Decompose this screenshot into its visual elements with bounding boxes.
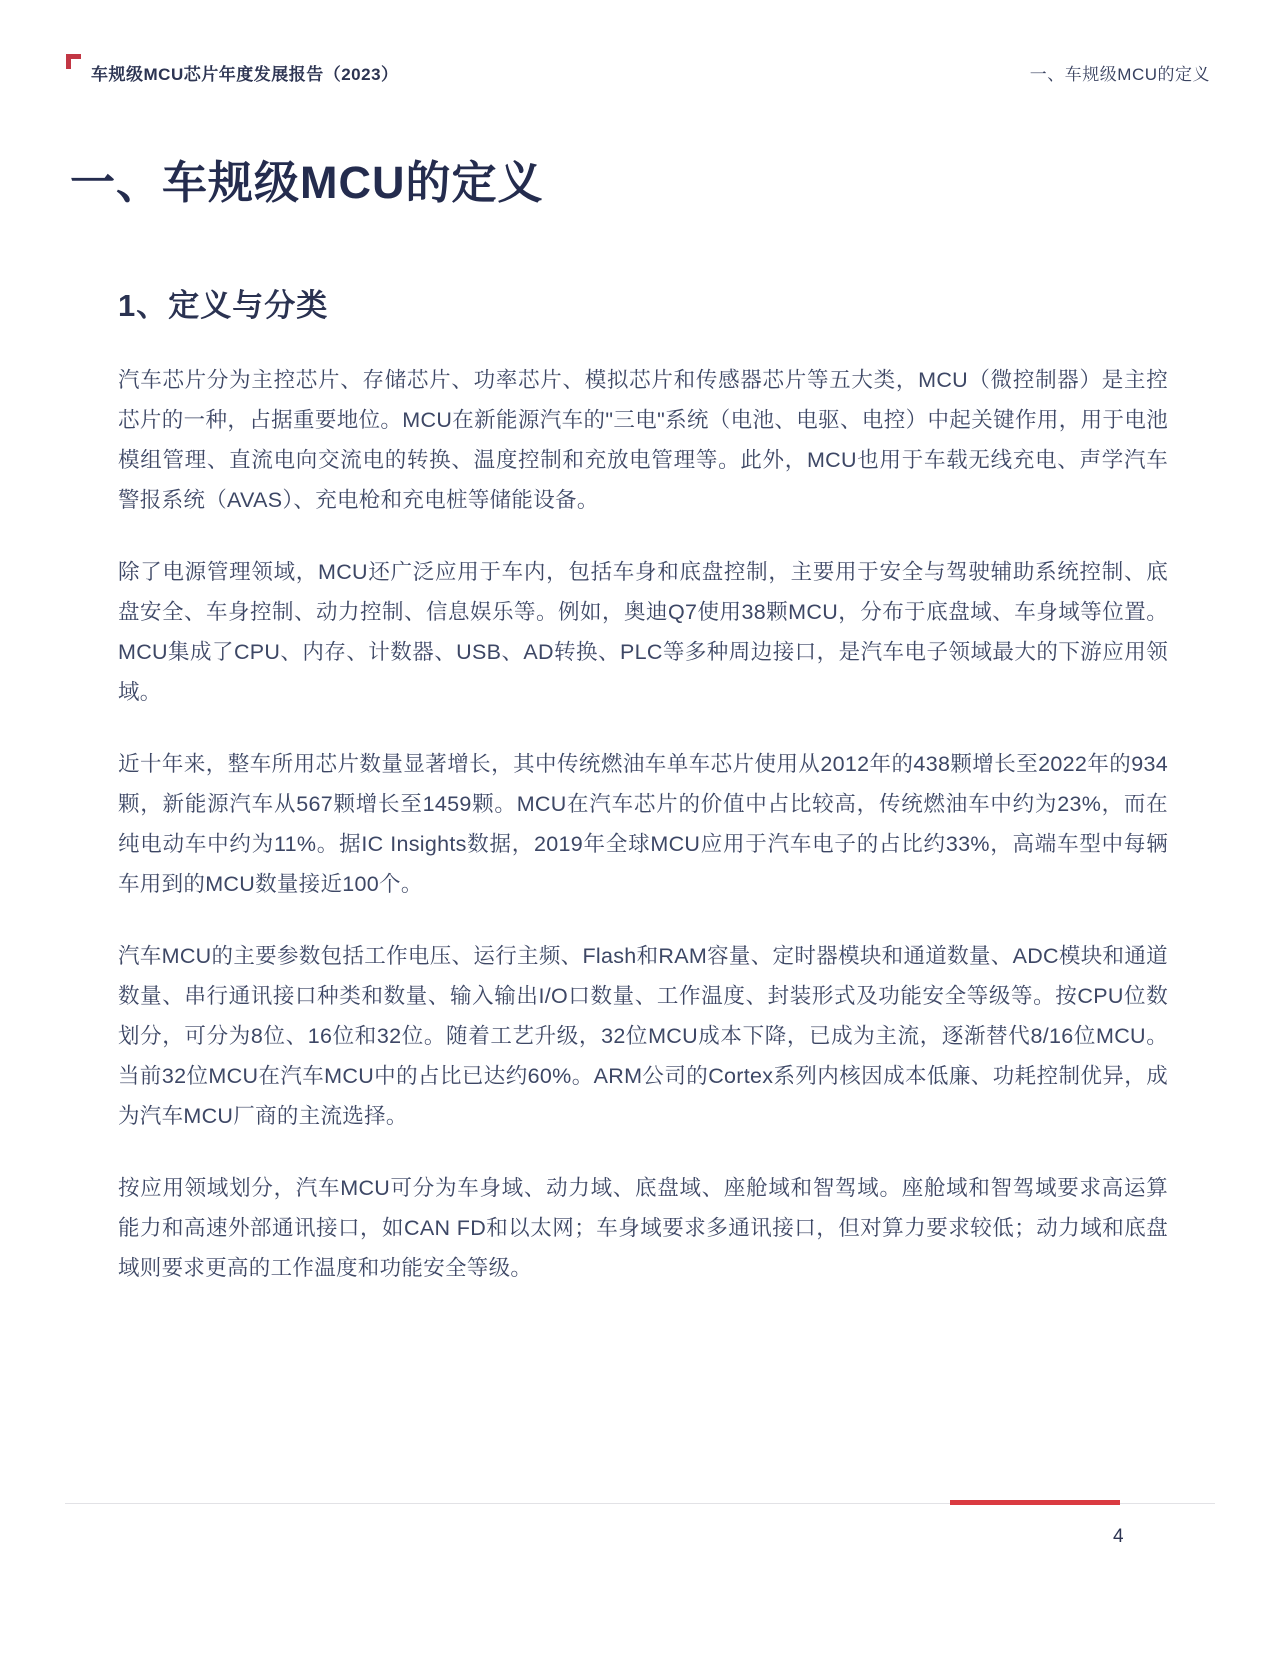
paragraph: 按应用领域划分，汽车MCU可分为车身域、动力域、底盘域、座舱域和智驾域。座舱域和智驾域要求高运算能力和高速外部通讯接口，如CAN FD和以太网；车身域要求多通讯接口，但对算力要求较低；动力域和底盘域则要求更高的工作温度和功能安全等级。: [118, 1176, 1168, 1280]
header-left: [66, 52, 399, 85]
paragraph: 汽车芯片分为主控芯片、存储芯片、功率芯片、模拟芯片和传感器芯片等五大类，MCU（微控制器）是主控芯片的一种，占据重要地位。MCU在新能源汽车的"三电"系统（电池、电驱、电控）中起关键作用，用于电池模组管理、直流电向交流电的转换、温度控制和充放电管理等。此外，MCU也用于车载无线充电、声学汽车警报系统（AVAS）、充电枪和充电桩等储能设备。: [118, 368, 1168, 512]
paragraph: 近十年来，整车所用芯片数量显著增长，其中传统燃油车单车芯片使用从2012年的438颗增长至2022年的934颗，新能源汽车从567颗增长至1459颗。MCU在汽车芯片的价值中占比较高，传统燃油车中约为23%，而在纯电动车中约为11%。据IC Insights数据，2019年全球MCU应用于汽车电子的占比约33%，高端车型中每辆车用到的MCU数量接近100个。: [118, 752, 1168, 896]
corner-bracket-icon: [66, 54, 81, 69]
section-heading: 1、定义与分类: [118, 288, 329, 323]
footer-accent-bar: [950, 1500, 1120, 1505]
page-number: 4: [1113, 1526, 1124, 1547]
paragraph: 汽车MCU的主要参数包括工作电压、运行主频、Flash和RAM容量、定时器模块和通道数量、ADC模块和通道数量、串行通讯接口种类和数量、输入输出I/O口数量、工作温度、封装形式及功能安全等级等。按CPU位数划分，可分为8位、16位和32位。随着工艺升级，32位MCU成本下降，已成为主流，逐渐替代8/16位MCU。当前32位MCU在汽车MCU中的占比已达约60%。ARM公司的Cortex系列内核因成本低廉、功耗控制优异，成为汽车MCU厂商的主流选择。: [118, 944, 1168, 1128]
header-section-title: 一、车规级MCU的定义: [1029, 65, 1210, 84]
report-title: 车规级MCU芯片年度发展报告（2023）: [91, 65, 399, 84]
body-content: [118, 360, 1168, 1320]
page-title: 一、车规级MCU的定义: [70, 157, 544, 208]
paragraph: 除了电源管理领域，MCU还广泛应用于车内，包括车身和底盘控制，主要用于安全与驾驶辅助系统控制、底盘安全、车身控制、动力控制、信息娱乐等。例如，奥迪Q7使用38颗MCU，分布于底盘域、车身域等位置。MCU集成了CPU、内存、计数器、USB、AD转换、PLC等多种周边接口，是汽车电子领域最大的下游应用领域。: [118, 560, 1168, 704]
page-header: [66, 52, 1210, 85]
